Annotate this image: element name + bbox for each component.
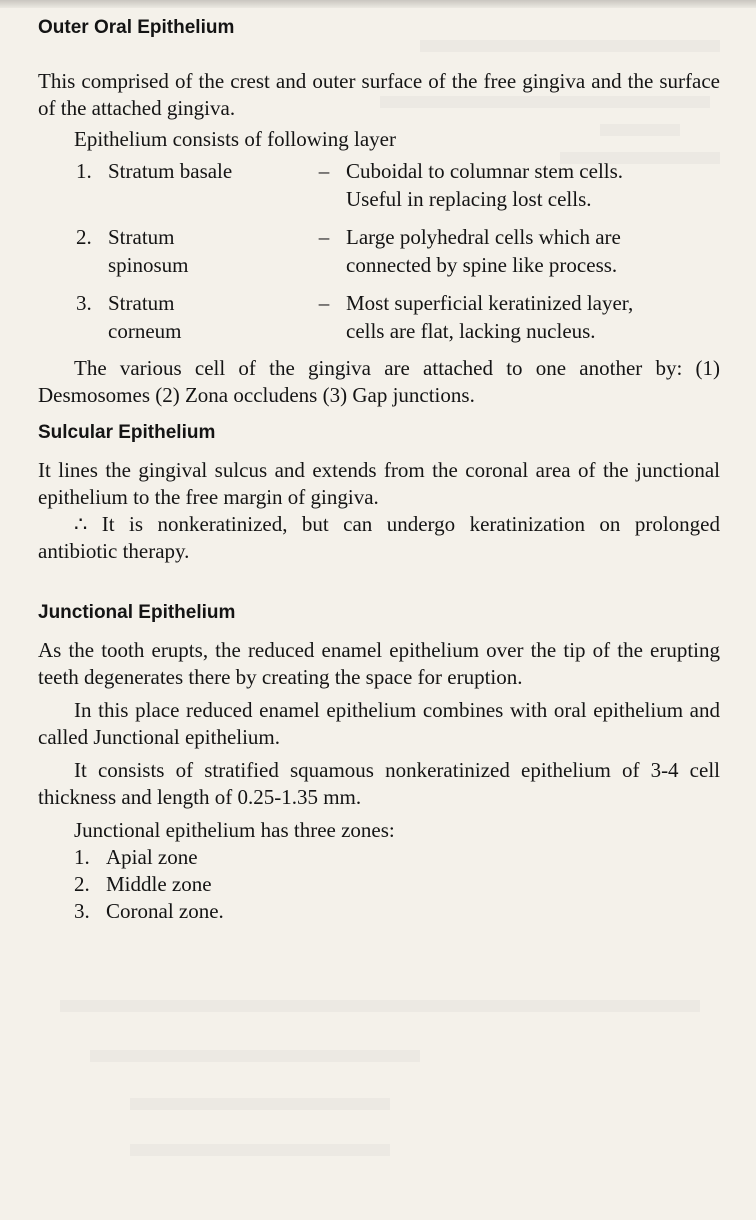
paragraph: It consists of stratified squamous nonkeratinized epithelium of 3-4 cell thickness and length of 0.25-1.35 mm. (38, 758, 720, 809)
list-item: 1. Apial zone (74, 845, 198, 869)
epithelium-layer-list (76, 157, 720, 345)
paragraph: Junctional epithelium has three zones: (74, 818, 395, 842)
layer-description: Large polyhedral cells which are connected by spine like process. (346, 225, 621, 277)
layer-row (76, 157, 720, 213)
document-page (38, 14, 720, 925)
section-heading: Junctional Epithelium (38, 602, 236, 623)
paragraph: Epithelium consists of following layer (74, 127, 396, 151)
list-item: 3. Coronal zone. (74, 899, 224, 923)
section-heading: Outer Oral Epithelium (38, 17, 235, 38)
layer-dash: – (318, 225, 330, 249)
paragraph: As the tooth erupts, the reduced enamel epithelium over the tip of the erupting teeth degenerates there by creating the space for eruption. (38, 638, 720, 689)
layer-name: 2. Stratum spinosum (76, 225, 189, 277)
zone-list (74, 844, 720, 925)
layer-description: Cuboidal to columnar stem cells. Useful in replacing lost cells. (346, 159, 624, 211)
junctional-epithelium-section (38, 599, 720, 925)
sulcular-epithelium-section (38, 419, 720, 565)
list-item: 2. Middle zone (74, 872, 212, 896)
paragraph: The various cell of the gingiva are attached to one another by: (1) Desmosomes (2) Zona occludens (3) Gap junctions. (38, 356, 720, 407)
paragraph: In this place reduced enamel epithelium combines with oral epithelium and called Junctional epithelium. (38, 698, 720, 749)
layer-description: Most superficial keratinized layer, cells are flat, lacking nucleus. (346, 291, 634, 343)
layer-row (76, 289, 720, 345)
page-top-edge (0, 0, 756, 8)
paragraph: It lines the gingival sulcus and extends from the coronal area of the junctional epithelium to the free margin of gingiva. (38, 458, 720, 509)
layer-name: 1. Stratum basale (76, 159, 233, 183)
layer-dash: – (318, 159, 330, 183)
section-heading: Sulcular Epithelium (38, 422, 216, 443)
outer-oral-epithelium-section (38, 14, 720, 409)
paragraph: ∴ It is nonkeratinized, but can undergo keratinization on prolonged antibiotic therapy. (38, 512, 720, 563)
layer-dash: – (318, 291, 330, 315)
layer-name: 3. Stratum corneum (76, 291, 182, 343)
paragraph: This comprised of the crest and outer surface of the free gingiva and the surface of the attached gingiva. (38, 69, 720, 120)
layer-row (76, 223, 720, 279)
